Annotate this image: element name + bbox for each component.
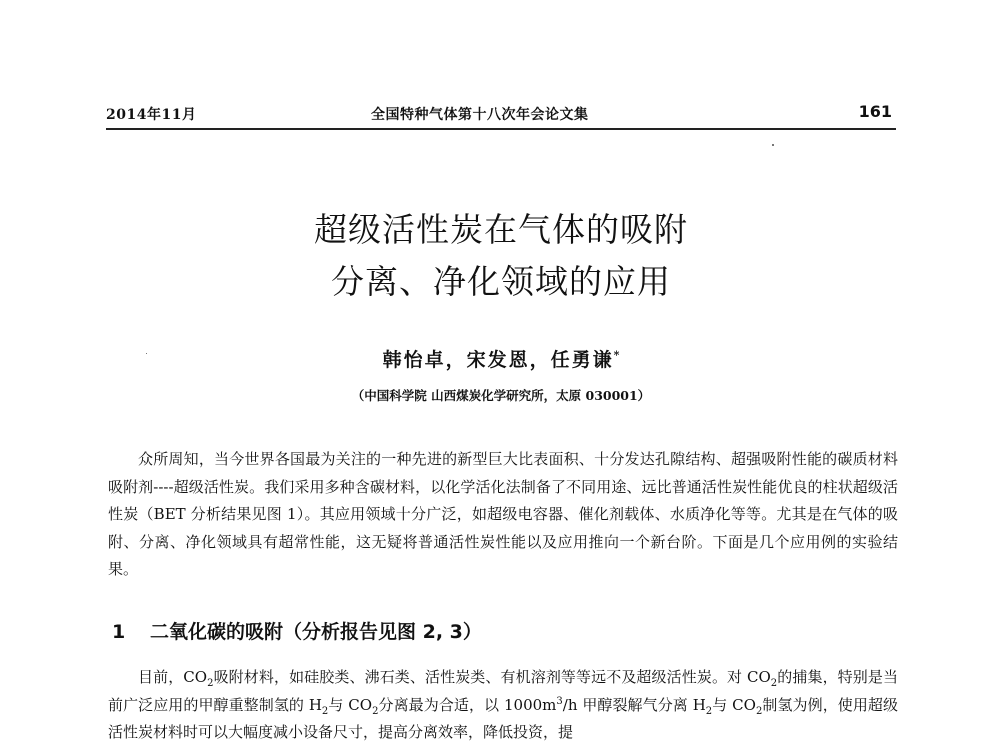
author-names: 韩怡卓，宋发恩，任勇谦	[382, 349, 614, 371]
text-run: 吸附材料，如硅胶类、沸石类、活性炭类、有机溶剂等等远不及超级活性炭。对 CO	[213, 668, 771, 686]
subscript: 2	[321, 705, 329, 717]
section-1-paragraph	[108, 664, 898, 742]
subscript: 2	[755, 705, 763, 717]
header-rule	[106, 128, 896, 130]
text-run: 与 CO	[712, 695, 756, 714]
subscript: 2	[770, 678, 778, 689]
intro-paragraph: 众所周知，当今世界各国最为关注的一种先进的新型巨大比表面积、十分发达孔隙结构、超强吸附性能的碳质材料吸附剂----超级活性炭。我们采用多种含碳材料，以化学活化法制备了不同用途、远比普通活性炭性能优良的柱状超级活性炭（BET 分析结果见图 1）。其应用领域十分广泛，如超级电容器、催化剂载体、水质净化等等。尤其是在气体的吸附、分离、净化领域具有超常性能，这无疑将普通活性炭性能以及应用推向一个新台阶。下面是几个应用例的实验结果。	[108, 450, 898, 579]
author-list	[106, 345, 896, 372]
text-run: 与 CO	[328, 695, 373, 714]
header-page-number: 161	[858, 102, 892, 121]
scan-speck	[146, 353, 147, 354]
running-header	[106, 104, 896, 130]
text-run: 制氢为例，使用超级活性炭材料时可以大幅度减小设备尺寸，提高分离效率，降低投资，提	[108, 695, 898, 742]
header-journal-title: 全国特种气体第十八次年会论文集	[371, 107, 589, 123]
section-1-body	[108, 664, 898, 742]
subscript: 2	[705, 705, 713, 717]
text-run: 的捕集，特别是当前广泛应用的甲醇重整制氢的 H	[108, 668, 898, 714]
section-title: 二氧化碳的吸附（分析报告见图 2, 3）	[150, 621, 482, 643]
paper-title-line-2: 分离、净化领域的应用	[331, 262, 671, 301]
scan-speck	[772, 144, 774, 146]
subscript: 2	[207, 678, 214, 689]
intro-section	[108, 446, 898, 584]
header-date: 2014年11月	[106, 107, 197, 123]
paper-title	[106, 204, 896, 308]
text-run: 分离最为合适，以 1000m	[378, 695, 557, 714]
section-number: 1	[112, 621, 126, 643]
section-heading	[112, 617, 892, 644]
corresponding-author-mark: *	[613, 348, 620, 362]
subscript: 2	[372, 705, 379, 717]
text-run: /h 甲醇裂解气分离 H	[562, 695, 706, 714]
superscript: 3	[556, 695, 563, 707]
text-run: 目前，CO	[138, 668, 208, 686]
author-affiliation: （中国科学院 山西煤炭化学研究所，太原 030001）	[351, 388, 651, 403]
paper-title-line-1: 超级活性炭在气体的吸附	[314, 210, 688, 249]
